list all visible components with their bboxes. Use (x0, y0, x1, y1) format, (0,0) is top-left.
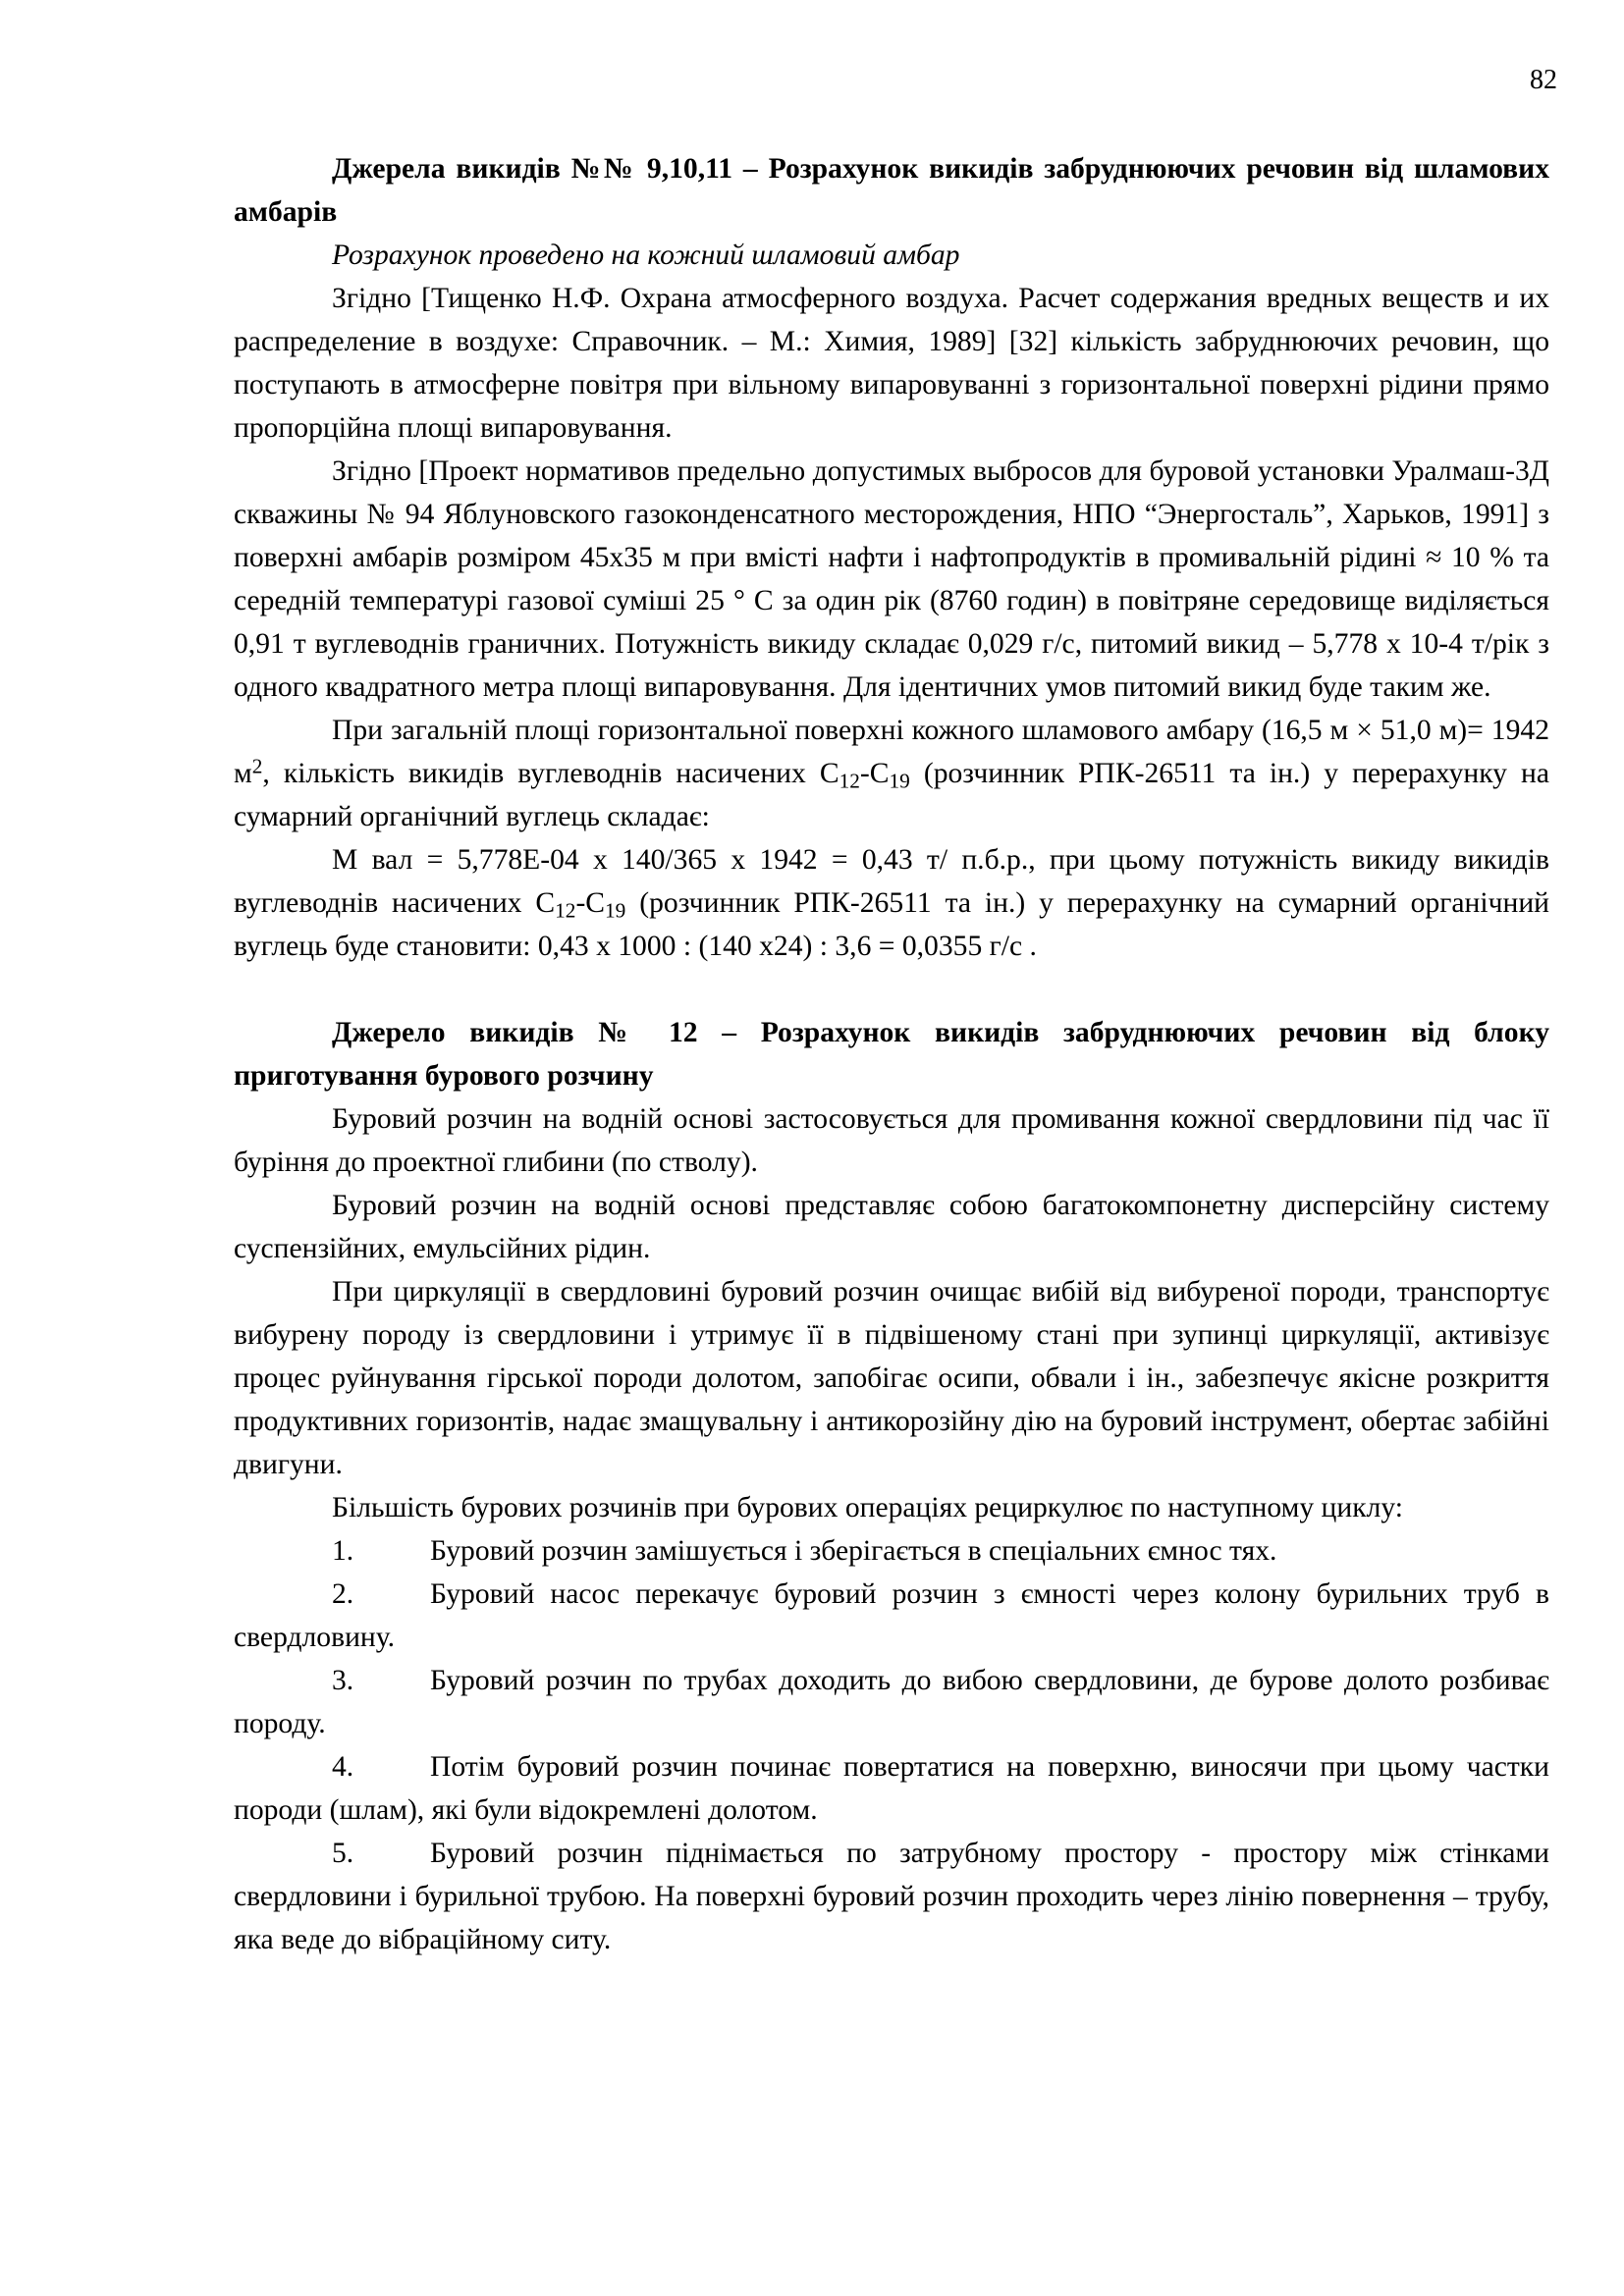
document-body (234, 147, 1549, 1961)
subscript: 19 (605, 898, 626, 923)
list-item (234, 1659, 1549, 1745)
list-item-number: 3. (332, 1665, 354, 1696)
paragraph-total-area (234, 709, 1549, 838)
text-run: (розчинник РПК-26511 та ін.) у перерахунку на сумарний органічний вуглець складає: (234, 758, 1549, 832)
subscript: 12 (839, 769, 860, 793)
list-item-text: Буровий насос перекачує буровий розчин з ємності через колону бурильних труб в свердловину. (234, 1578, 1549, 1653)
text-run: , кількість викидів вуглеводнів насичених С (262, 758, 839, 789)
list-item-number: 1. (332, 1535, 354, 1567)
paragraph: Більшість бурових розчинів при бурових операціях рециркулює по наступному циклу: (332, 1492, 1403, 1523)
text-run: (розчинник РПК-26511 та ін.) у перерахунку на сумарний органічний вуглець буде становити: 0,43 х 1000 : (140 х24) : 3,6 = 0,0355 г/с . (234, 887, 1549, 962)
list-item-number: 2. (332, 1578, 354, 1610)
spacer (234, 968, 1549, 1011)
subscript: 19 (889, 769, 910, 793)
text-run: При загальній площі горизонтальної поверхні кожного шламового амбару (16,5 м × 51,0 м)= 1942 м (234, 715, 1549, 789)
paragraph: Згідно [Тищенко Н.Ф. Охрана атмосферного воздуха. Расчет содержания вредных веществ и их распределение в воздухе: Справочник. – М.: Химия, 1989] [32] кількість забруднюючих речовин, що поступають в атмосферне повітря при вільному випаровуванні з горизонтальної поверхні рідини прямо пропорційна площі випаровування. (234, 283, 1549, 444)
superscript: 2 (251, 754, 263, 778)
section-heading-sources-9-11: Джерела викидів №№ 9,10,11 – Розрахунок викидів забруднюючих речовин від шламових амбарів (234, 153, 1549, 228)
paragraph: Буровий розчин на водній основі представляє собою багатокомпонетну дисперсійну систему суспензійних, емульсійних рідин. (234, 1190, 1549, 1264)
list-item-text: Буровий розчин замішується і зберігається в спеціальних ємнос тях. (430, 1535, 1277, 1567)
list-item-text: Потім буровий розчин починає повертатися на поверхню, виносячи при цьому частки породи (шлам), які були відокремлені долотом. (234, 1751, 1549, 1826)
paragraph: Буровий розчин на водній основі застосовується для промивання кожної свердловини під час її буріння до проектної глибини (по стволу). (234, 1103, 1549, 1178)
text-run: М вал = 5,778Е-04 х 140/365 х 1942 = 0,43 т/ п.б.р., при цьому потужність викиду викидів вуглеводнів насичених С (234, 844, 1549, 919)
section-subheading: Розрахунок проведено на кожний шламовий амбар (332, 240, 960, 271)
text-run: -С (859, 758, 890, 789)
page-number: 82 (1530, 65, 1557, 95)
list-item (234, 1745, 1549, 1832)
paragraph: Згідно [Проект нормативов предельно допустимых выбросов для буровой установки Уралмаш-3Д скважины № 94 Яблуновского газоконденсатного месторождения, НПО “Энергосталь”, Харьков, 1991] з поверхні амбарів розміром 45х35 м при вмісті нафти і нафтопродуктів в промивальній рідині ≈ 10 % та середній температурі газової суміші 25 ° С за один рік (8760 годин) в повітряне середовище виділяється 0,91 т вуглеводнів граничних. Потужність викиду складає 0,029 г/с, питомий викид – 5,778 х 10-4 т/рік з одного квадратного метра площі випаровування. Для ідентичних умов питомий викид буде таким же. (234, 455, 1549, 703)
list-item-number: 5. (332, 1838, 354, 1869)
list-item (234, 1529, 1549, 1573)
text-run: -С (575, 887, 606, 919)
list-item (234, 1832, 1549, 1961)
paragraph-formula (234, 838, 1549, 968)
subscript: 12 (555, 898, 576, 923)
section-heading-source-12: Джерело викидів № 12 – Розрахунок викидів забруднюючих речовин від блоку приготування бурового розчину (234, 1017, 1549, 1092)
list-item-text: Буровий розчин піднімається по затрубному простору - простору між стінками свердловини і бурильної трубою. На поверхні буровий розчин проходить через лінію повернення – трубу, яка веде до вібраційному ситу. (234, 1838, 1549, 1955)
paragraph: При циркуляції в свердловині буровий розчин очищає вибій від вибуреної породи, транспортує вибурену породу із свердловини і утримує її в підвішеному стані при зупинці циркуляції, активізує процес руйнування гірської породи долотом, запобігає осипи, обвали і ін., забезпечує якісне розкриття продуктивних горизонтів, надає змащувальну і антикорозійну дію на буровий інструмент, обертає забійні двигуни. (234, 1276, 1549, 1480)
list-item (234, 1573, 1549, 1659)
list-item-number: 4. (332, 1751, 354, 1783)
list-item-text: Буровий розчин по трубах доходить до вибою свердловини, де бурове долото розбиває породу. (234, 1665, 1549, 1739)
